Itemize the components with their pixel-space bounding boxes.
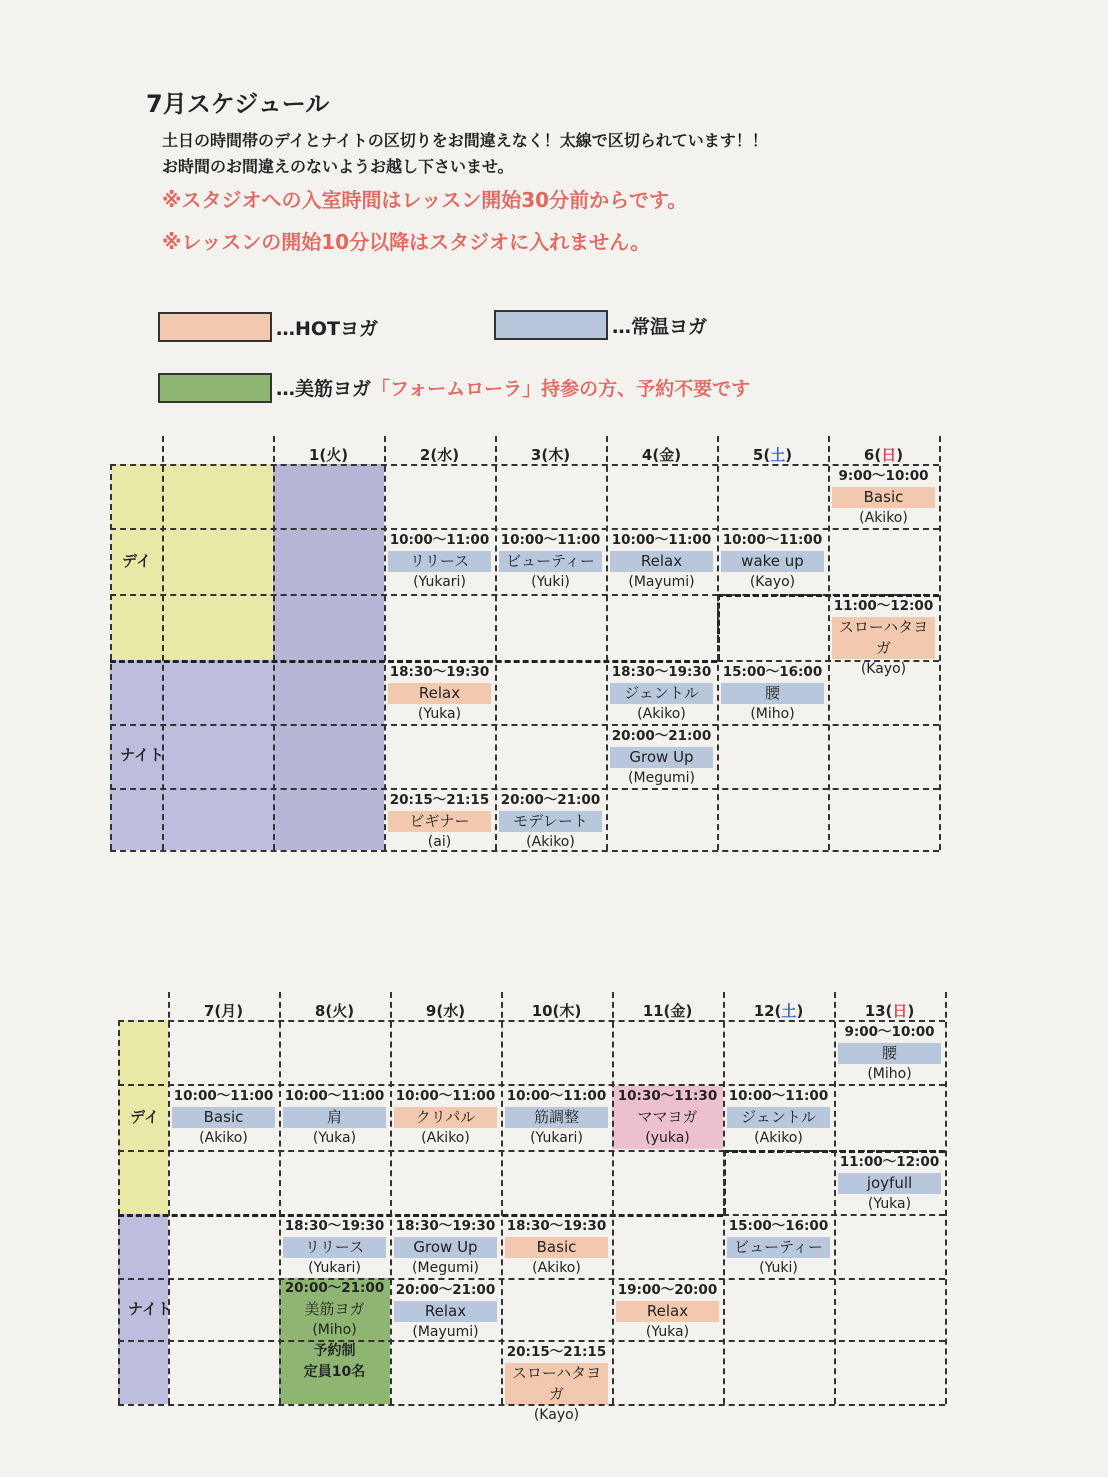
day-header-13 [834,1000,945,1021]
day-header-1 [273,444,384,465]
day-of-week: 金 [670,1002,686,1020]
class-time: 10:00～11:00 [395,1088,496,1104]
day-paren: ) [674,446,682,464]
class-entry [834,1152,945,1215]
grid-col-line [118,1020,120,1404]
day-header-11 [612,1000,723,1021]
class-time: 19:00～20:00 [617,1282,718,1298]
day-header-7 [168,1000,279,1021]
day-number: 2( [419,446,438,464]
class-instructor: (Kayo) [749,574,796,590]
closed-day-shade [273,464,384,850]
class-time: 18:30～19:30 [506,1218,607,1234]
class-time: 11:00～12:00 [833,598,934,614]
class-instructor: (Megumi) [412,1260,479,1276]
day-of-week: 日 [892,1002,908,1020]
class-instructor: (Yukari) [530,1130,583,1146]
class-instructor: (Kayo) [860,661,907,677]
class-instructor: (Akiko) [859,510,908,526]
day-of-week: 水 [443,1002,459,1020]
grid-row-line [118,1404,945,1406]
class-time: 20:00～21:00 [395,1282,496,1298]
grid-row-line [110,788,939,790]
class-name: スローハタヨガ [505,1363,608,1405]
label-day: デイ [122,552,151,570]
class-name: Grow Up [610,747,713,768]
class-name: ビューティー [499,551,602,572]
day-number: 7( [203,1002,222,1020]
class-entry [723,1216,834,1279]
class-instructor: (Yuki) [759,1260,798,1276]
class-time: 11:00～12:00 [839,1154,940,1170]
class-capacity: 定員10名 [303,1364,366,1380]
class-time: 9:00～10:00 [844,1024,935,1040]
class-entry [717,530,828,593]
class-entry [495,790,606,853]
class-entry [390,1086,501,1149]
class-instructor: (yuka) [645,1130,690,1146]
class-time: 10:00～11:00 [500,532,601,548]
class-time: 9:00～10:00 [838,468,929,484]
class-name: ジェントル [727,1107,830,1128]
day-of-week: 土 [770,446,786,464]
class-instructor: (Yukari) [413,574,466,590]
class-time: 10:00～11:00 [173,1088,274,1104]
class-entry [279,1086,390,1149]
day-header-9 [390,1000,501,1021]
grid-col-line [495,436,497,850]
class-time: 10:00～11:00 [389,532,490,548]
class-instructor: (Miho) [312,1322,357,1338]
day-paren: ) [896,446,904,464]
class-time: 10:00～11:00 [728,1088,829,1104]
legend-label-hot: …HOTヨガ [276,318,379,340]
class-note: 予約制 [313,1343,356,1359]
class-entry [723,1086,834,1149]
day-number: 8( [314,1002,333,1020]
day-header-12 [723,1000,834,1021]
day-of-week: 木 [559,1002,575,1020]
grid-col-line [945,992,947,1404]
grid-col-line [279,992,281,1404]
warning-line-2: ※レッスンの開始10分以降はスタジオに入れません。 [162,230,651,254]
note-line-1: 土日の時間帯のデイとナイトの区切りをお間違えなく！太線で区切られています！！ [162,131,768,150]
grid-row-line [118,1214,723,1217]
day-number: 1( [308,446,327,464]
class-name: 美筋ヨガ [304,1300,365,1318]
day-of-week: 火 [326,446,342,464]
class-instructor: (Yuka) [312,1130,357,1146]
class-name: Basic [505,1237,608,1258]
legend-label-normal: …常温ヨガ [612,316,708,338]
grid-row-line [110,850,939,852]
class-time: 18:30～19:30 [389,664,490,680]
class-entry [828,596,939,680]
class-entry [279,1216,390,1279]
class-instructor: (Akiko) [754,1130,803,1146]
class-time: 10:00～11:00 [722,532,823,548]
class-time: 10:00～11:00 [506,1088,607,1104]
class-name: ビギナー [388,811,491,832]
class-entry [717,662,828,725]
class-name: ママヨガ [637,1108,698,1126]
class-entry [390,1280,501,1343]
grid-col-line [501,992,503,1404]
legend-swatch-normal [494,310,608,340]
class-name: 筋調整 [505,1107,608,1128]
class-name: 肩 [283,1107,386,1128]
class-time: 10:00～11:00 [611,532,712,548]
grid-col-line [939,436,941,850]
label-night: ナイト [120,746,164,764]
class-entry [168,1086,279,1149]
page-title: 7月スケジュール [146,90,330,118]
grid-col-line [168,992,170,1404]
class-time: 20:00～21:00 [500,792,601,808]
day-of-week: 火 [332,1002,348,1020]
day-paren: ) [452,446,460,464]
legend-bikin-note: 「フォームローラ」持参の方、予約不要です [371,378,751,400]
class-time: 20:00～21:00 [611,728,712,744]
class-name: リリース [283,1237,386,1258]
class-instructor: (Yuki) [531,574,570,590]
day-paren: ) [574,1002,582,1020]
class-instructor: (Miho) [867,1066,912,1082]
class-time: 10:30～11:30 [617,1088,718,1104]
class-instructor: (Mayumi) [628,574,695,590]
grid-col-line [723,992,725,1404]
label-night: ナイト [128,1300,172,1318]
legend-bikin-name: …美筋ヨガ [276,378,372,400]
class-entry [834,1022,945,1085]
day-number: 10( [531,1002,560,1020]
day-paren: ) [236,1002,244,1020]
warning-line-1: ※スタジオへの入室時間はレッスン開始30分前からです。 [162,188,688,212]
day-number: 12( [753,1002,782,1020]
grid-col-line [612,992,614,1404]
day-number: 6( [863,446,882,464]
class-entry [828,466,939,529]
class-name: joyfull [838,1173,941,1194]
day-paren: ) [341,446,349,464]
class-name: モデレート [499,811,602,832]
day-paren: ) [458,1002,466,1020]
class-name: Grow Up [394,1237,497,1258]
day-number: 9( [425,1002,444,1020]
day-number: 5( [752,446,771,464]
class-instructor: (Akiko) [199,1130,248,1146]
day-header-3 [495,444,606,465]
class-instructor: (Mayumi) [412,1324,479,1340]
class-time: 18:30～19:30 [611,664,712,680]
class-name: Relax [610,551,713,572]
day-of-week: 月 [221,1002,237,1020]
grid-col-line [828,436,830,850]
class-entry [384,530,495,593]
day-paren: ) [907,1002,915,1020]
day-of-week: 金 [659,446,675,464]
day-paren: ) [785,446,793,464]
day-number: 4( [641,446,660,464]
class-instructor: (Megumi) [628,770,695,786]
class-entry [606,530,717,593]
class-time: 15:00～16:00 [722,664,823,680]
day-number: 3( [530,446,549,464]
class-entry [612,1280,723,1343]
class-time: 10:00～11:00 [284,1088,385,1104]
class-instructor: (Akiko) [526,834,575,850]
class-instructor: (Akiko) [421,1130,470,1146]
class-instructor: (Yuka) [645,1324,690,1340]
class-entry [606,726,717,789]
class-time: 20:00～21:00 [284,1280,385,1296]
day-header-8 [279,1000,390,1021]
grid-row-line [110,528,939,530]
day-header-10 [501,1000,612,1021]
grid-row-line [110,464,939,466]
class-entry [501,1216,612,1279]
grid-col-line [606,436,608,850]
class-name: Relax [394,1301,497,1322]
class-entry [384,790,495,853]
class-entry [612,1086,723,1149]
class-name: wake up [721,551,824,572]
grid-col-line [390,992,392,1404]
day-header-2 [384,444,495,465]
class-entry [606,662,717,725]
class-instructor: (Miho) [750,706,795,722]
class-time: 18:30～19:30 [395,1218,496,1234]
legend-swatch-hot [158,312,272,342]
class-name: 腰 [838,1043,941,1064]
label-day: デイ [130,1108,159,1126]
day-paren: ) [685,1002,693,1020]
grid-row-line [118,1084,945,1086]
day-of-week: 日 [881,446,897,464]
grid-row-line [110,724,939,726]
grid-col-line [110,464,112,850]
class-instructor: (ai) [427,834,452,850]
day-paren: ) [347,1002,355,1020]
day-header-6 [828,444,939,465]
class-instructor: (Yuka) [417,706,462,722]
class-instructor: (Akiko) [532,1260,581,1276]
day-of-week: 水 [437,446,453,464]
class-name: クリパル [394,1107,497,1128]
day-paren: ) [563,446,571,464]
class-time: 20:15～21:15 [506,1344,607,1360]
grid-col-line [384,436,386,850]
class-name: Basic [832,487,935,508]
class-name: ジェントル [610,683,713,704]
class-name: ビューティー [727,1237,830,1258]
day-number: 11( [642,1002,671,1020]
day-paren: ) [796,1002,804,1020]
class-time: 20:15～21:15 [389,792,490,808]
day-of-week: 土 [781,1002,797,1020]
class-entry [390,1216,501,1279]
day-number: 13( [864,1002,893,1020]
class-name: Basic [172,1107,275,1128]
class-instructor: (Akiko) [637,706,686,722]
class-instructor: (Yuka) [867,1196,912,1212]
grid-row-line [118,1278,945,1280]
day-of-week: 木 [548,446,564,464]
class-time: 15:00～16:00 [728,1218,829,1234]
class-name: Relax [616,1301,719,1322]
grid-col-line [717,436,719,850]
note-line-2: お時間のお間違えのないようお越し下さいませ。 [162,157,514,176]
class-instructor: (Kayo) [533,1407,580,1423]
class-name: Relax [388,683,491,704]
class-entry [501,1342,612,1426]
legend-swatch-bikin [158,373,272,403]
grid-col-line [273,436,275,850]
class-name: スローハタヨガ [832,617,935,659]
grid-row-line [118,1340,945,1342]
grid-row-line [110,660,717,663]
class-entry [384,662,495,725]
day-header-5 [717,444,828,465]
class-entry [495,530,606,593]
class-entry [501,1086,612,1149]
class-time: 18:30～19:30 [284,1218,385,1234]
grid-col-line [834,992,836,1404]
class-name: リリース [388,551,491,572]
class-name: 腰 [721,683,824,704]
legend-label-bikin [276,374,750,401]
grid-row-line [118,1020,945,1022]
class-instructor: (Yukari) [308,1260,361,1276]
day-header-4 [606,444,717,465]
grid-col-line [162,436,164,850]
